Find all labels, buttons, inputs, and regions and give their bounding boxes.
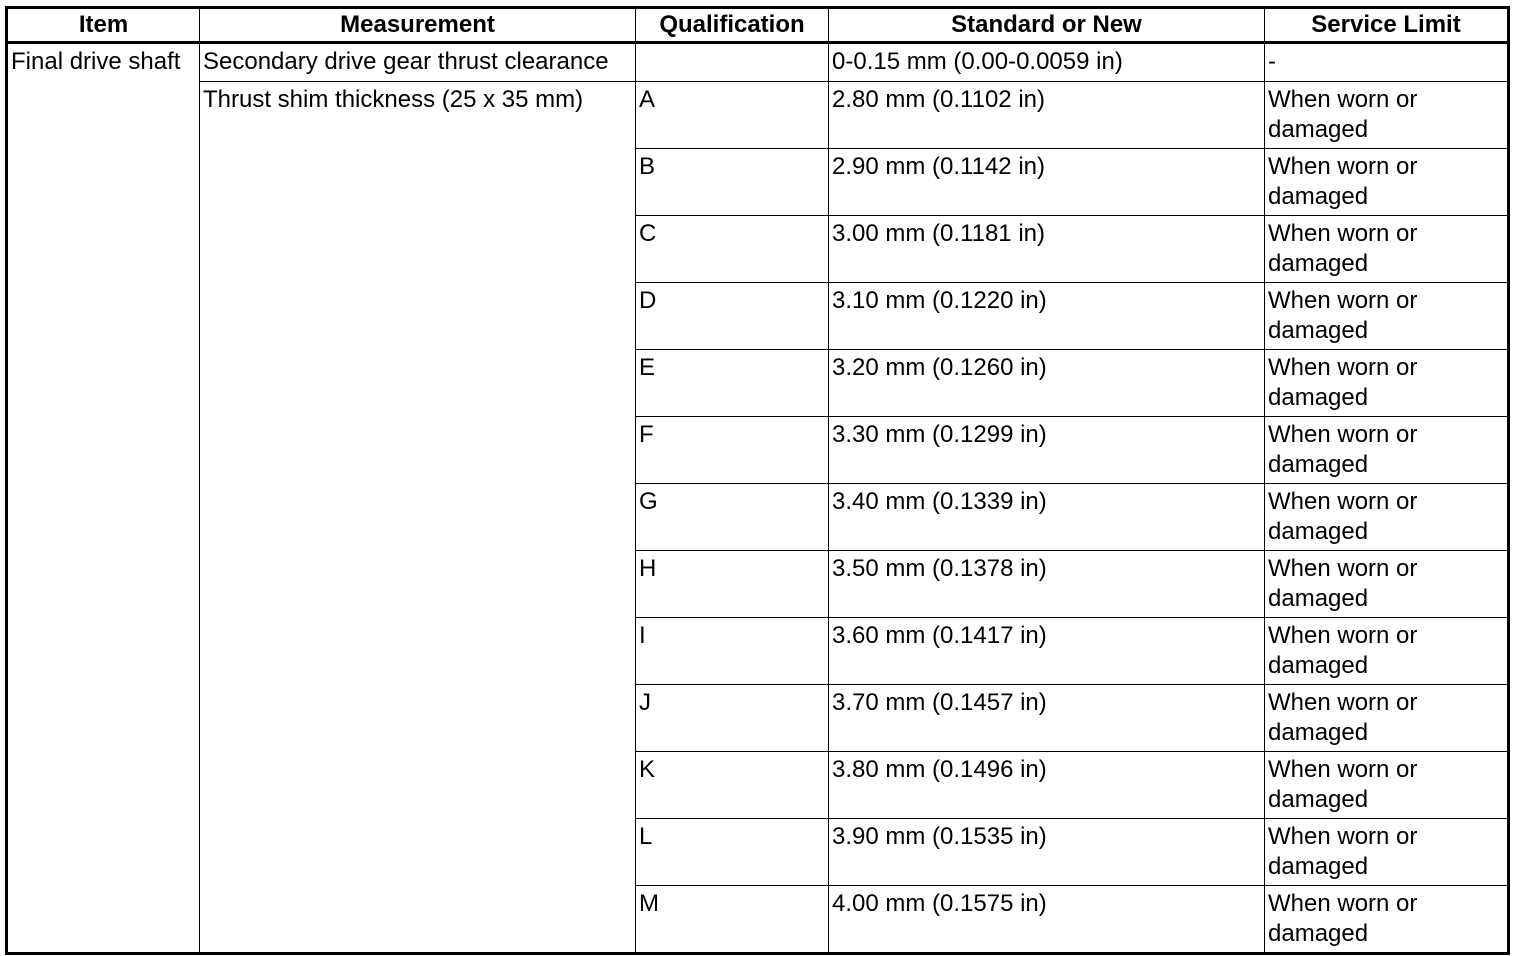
- qualification-cell: G: [636, 484, 829, 551]
- standard-cell: 3.00 mm (0.1181 in): [829, 216, 1265, 283]
- table-row: [7, 43, 1509, 82]
- service-limit-cell: When worn or damaged: [1265, 484, 1509, 551]
- qualification-cell: J: [636, 685, 829, 752]
- standard-cell: 3.90 mm (0.1535 in): [829, 819, 1265, 886]
- header-service-limit: Service Limit: [1265, 8, 1509, 43]
- service-limit-cell: When worn or damaged: [1265, 685, 1509, 752]
- standard-cell: 3.60 mm (0.1417 in): [829, 618, 1265, 685]
- standard-cell: 3.20 mm (0.1260 in): [829, 350, 1265, 417]
- qualification-cell: I: [636, 618, 829, 685]
- service-limit-cell: When worn or damaged: [1265, 350, 1509, 417]
- service-limit-cell: When worn or damaged: [1265, 417, 1509, 484]
- standard-cell: 2.90 mm (0.1142 in): [829, 149, 1265, 216]
- standard-cell: 3.10 mm (0.1220 in): [829, 283, 1265, 350]
- table-body: [7, 43, 1509, 954]
- service-limit-cell: When worn or damaged: [1265, 618, 1509, 685]
- qualification-cell: L: [636, 819, 829, 886]
- header-qualification: Qualification: [636, 8, 829, 43]
- standard-cell: 3.80 mm (0.1496 in): [829, 752, 1265, 819]
- qualification-cell: H: [636, 551, 829, 618]
- measurement-cell: Secondary drive gear thrust clearance: [200, 43, 636, 82]
- service-limit-cell: -: [1265, 43, 1509, 82]
- standard-cell: 3.40 mm (0.1339 in): [829, 484, 1265, 551]
- qualification-cell: B: [636, 149, 829, 216]
- table-row: [7, 82, 1509, 149]
- qualification-cell: M: [636, 886, 829, 954]
- item-cell: Final drive shaft: [7, 43, 200, 954]
- service-limit-cell: When worn or damaged: [1265, 886, 1509, 954]
- table-header: [7, 8, 1509, 43]
- measurement-cell: Thrust shim thickness (25 x 35 mm): [200, 82, 636, 954]
- header-row: [7, 8, 1509, 43]
- standard-cell: 3.50 mm (0.1378 in): [829, 551, 1265, 618]
- service-limit-cell: When worn or damaged: [1265, 819, 1509, 886]
- standard-cell: 0-0.15 mm (0.00-0.0059 in): [829, 43, 1265, 82]
- header-item: Item: [7, 8, 200, 43]
- qualification-cell: E: [636, 350, 829, 417]
- service-limit-cell: When worn or damaged: [1265, 216, 1509, 283]
- service-limit-cell: When worn or damaged: [1265, 82, 1509, 149]
- service-limit-cell: When worn or damaged: [1265, 149, 1509, 216]
- qualification-cell: [636, 43, 829, 82]
- service-limit-cell: When worn or damaged: [1265, 551, 1509, 618]
- standard-cell: 3.30 mm (0.1299 in): [829, 417, 1265, 484]
- qualification-cell: D: [636, 283, 829, 350]
- service-limit-cell: When worn or damaged: [1265, 283, 1509, 350]
- header-measurement: Measurement: [200, 8, 636, 43]
- standard-cell: 4.00 mm (0.1575 in): [829, 886, 1265, 954]
- qualification-cell: A: [636, 82, 829, 149]
- header-standard: Standard or New: [829, 8, 1265, 43]
- standard-cell: 2.80 mm (0.1102 in): [829, 82, 1265, 149]
- service-limit-cell: When worn or damaged: [1265, 752, 1509, 819]
- standard-cell: 3.70 mm (0.1457 in): [829, 685, 1265, 752]
- qualification-cell: K: [636, 752, 829, 819]
- qualification-cell: F: [636, 417, 829, 484]
- spec-table: [5, 6, 1510, 955]
- qualification-cell: C: [636, 216, 829, 283]
